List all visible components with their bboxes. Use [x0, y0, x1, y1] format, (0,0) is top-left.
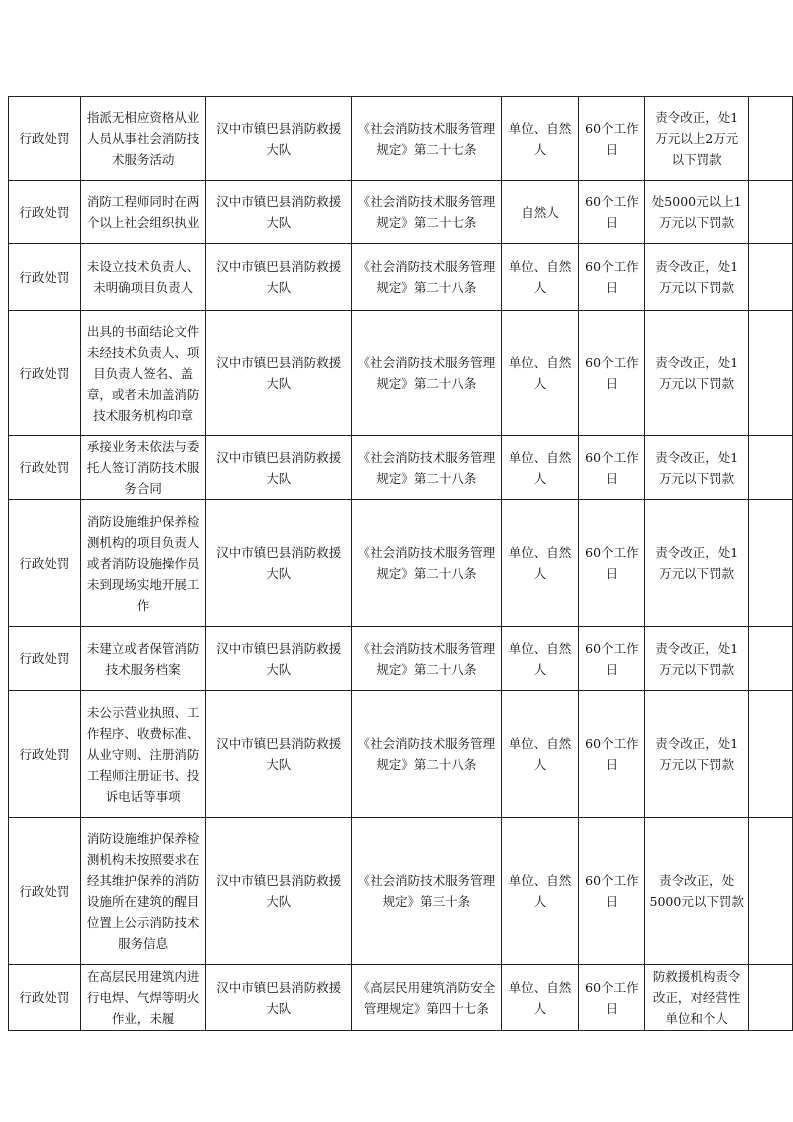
penalty-cell: 责令改正，处1万元以下罚款 — [645, 311, 749, 436]
table-row — [9, 818, 793, 965]
basis-cell: 《社会消防技术服务管理规定》第二十八条 — [352, 500, 502, 627]
remarks-cell — [749, 691, 793, 818]
type-cell: 行政处罚 — [9, 436, 81, 500]
type-cell: 行政处罚 — [9, 97, 81, 181]
penalty-cell: 责令改正，处1万元以下罚款 — [645, 691, 749, 818]
subject-cell: 单位、自然人 — [501, 500, 579, 627]
basis-cell: 《社会消防技术服务管理规定》第二十七条 — [352, 97, 502, 181]
item-cell: 消防工程师同时在两个以上社会组织执业 — [80, 181, 206, 244]
type-cell: 行政处罚 — [9, 244, 81, 311]
time-limit-cell: 60个工作日 — [579, 965, 645, 1031]
agency-cell: 汉中市镇巴县消防救援大队 — [206, 97, 352, 181]
penalty-cell: 防救援机构责令改正，对经营性单位和个人 — [645, 965, 749, 1031]
subject-cell: 单位、自然人 — [501, 244, 579, 311]
item-cell: 未公示营业执照、工作程序、收费标准、从业守则、注册消防工程师注册证书、投诉电话等事项 — [80, 691, 206, 818]
subject-cell: 单位、自然人 — [501, 97, 579, 181]
remarks-cell — [749, 436, 793, 500]
table-row — [9, 627, 793, 691]
time-limit-cell: 60个工作日 — [579, 818, 645, 965]
subject-cell: 单位、自然人 — [501, 311, 579, 436]
basis-cell: 《高层民用建筑消防安全管理规定》第四十七条 — [352, 965, 502, 1031]
penalty-cell: 责令改正，处1万元以下罚款 — [645, 244, 749, 311]
agency-cell: 汉中市镇巴县消防救援大队 — [206, 436, 352, 500]
type-cell: 行政处罚 — [9, 181, 81, 244]
penalty-cell: 责令改正，处1万元以下罚款 — [645, 627, 749, 691]
type-cell: 行政处罚 — [9, 627, 81, 691]
basis-cell: 《社会消防技术服务管理规定》第二十七条 — [352, 181, 502, 244]
table-row — [9, 965, 793, 1031]
subject-cell: 单位、自然人 — [501, 691, 579, 818]
agency-cell: 汉中市镇巴县消防救援大队 — [206, 627, 352, 691]
time-limit-cell: 60个工作日 — [579, 181, 645, 244]
agency-cell: 汉中市镇巴县消防救援大队 — [206, 691, 352, 818]
table-row — [9, 97, 793, 181]
table-body — [9, 97, 793, 1031]
subject-cell: 单位、自然人 — [501, 965, 579, 1031]
time-limit-cell: 60个工作日 — [579, 691, 645, 818]
remarks-cell — [749, 818, 793, 965]
subject-cell: 单位、自然人 — [501, 627, 579, 691]
type-cell: 行政处罚 — [9, 691, 81, 818]
table-row — [9, 181, 793, 244]
type-cell: 行政处罚 — [9, 965, 81, 1031]
penalty-cell: 责令改正，处5000元以下罚款 — [645, 818, 749, 965]
table-row — [9, 436, 793, 500]
type-cell: 行政处罚 — [9, 818, 81, 965]
regulation-table — [8, 96, 793, 1031]
agency-cell: 汉中市镇巴县消防救援大队 — [206, 311, 352, 436]
basis-cell: 《社会消防技术服务管理规定》第二十八条 — [352, 691, 502, 818]
remarks-cell — [749, 97, 793, 181]
penalty-cell: 责令改正，处1万元以下罚款 — [645, 500, 749, 627]
type-cell: 行政处罚 — [9, 500, 81, 627]
item-cell: 在高层民用建筑内进行电焊、气焊等明火作业，未履 — [80, 965, 206, 1031]
item-cell: 指派无相应资格从业人员从事社会消防技术服务活动 — [80, 97, 206, 181]
remarks-cell — [749, 181, 793, 244]
basis-cell: 《社会消防技术服务管理规定》第二十八条 — [352, 244, 502, 311]
subject-cell: 单位、自然人 — [501, 436, 579, 500]
basis-cell: 《社会消防技术服务管理规定》第二十八条 — [352, 627, 502, 691]
table-row — [9, 244, 793, 311]
agency-cell: 汉中市镇巴县消防救援大队 — [206, 965, 352, 1031]
penalty-cell: 责令改正，处1万元以上2万元以下罚款 — [645, 97, 749, 181]
type-cell: 行政处罚 — [9, 311, 81, 436]
item-cell: 消防设施维护保养检测机构未按照要求在经其维护保养的消防设施所在建筑的醒目位置上公示消防技术服务信息 — [80, 818, 206, 965]
time-limit-cell: 60个工作日 — [579, 436, 645, 500]
table-row — [9, 691, 793, 818]
basis-cell: 《社会消防技术服务管理规定》第三十条 — [352, 818, 502, 965]
agency-cell: 汉中市镇巴县消防救援大队 — [206, 500, 352, 627]
table-row — [9, 500, 793, 627]
time-limit-cell: 60个工作日 — [579, 627, 645, 691]
agency-cell: 汉中市镇巴县消防救援大队 — [206, 181, 352, 244]
time-limit-cell: 60个工作日 — [579, 244, 645, 311]
table-row — [9, 311, 793, 436]
remarks-cell — [749, 244, 793, 311]
penalty-cell: 处5000元以上1万元以下罚款 — [645, 181, 749, 244]
remarks-cell — [749, 627, 793, 691]
remarks-cell — [749, 311, 793, 436]
agency-cell: 汉中市镇巴县消防救援大队 — [206, 244, 352, 311]
remarks-cell — [749, 500, 793, 627]
item-cell: 承接业务未依法与委托人签订消防技术服务合同 — [80, 436, 206, 500]
item-cell: 未建立或者保管消防技术服务档案 — [80, 627, 206, 691]
remarks-cell — [749, 965, 793, 1031]
agency-cell: 汉中市镇巴县消防救援大队 — [206, 818, 352, 965]
subject-cell: 自然人 — [501, 181, 579, 244]
basis-cell: 《社会消防技术服务管理规定》第二十八条 — [352, 436, 502, 500]
item-cell: 出具的书面结论文件未经技术负责人、项目负责人签名、盖章，或者未加盖消防技术服务机构印章 — [80, 311, 206, 436]
time-limit-cell: 60个工作日 — [579, 311, 645, 436]
penalty-cell: 责令改正，处1万元以下罚款 — [645, 436, 749, 500]
basis-cell: 《社会消防技术服务管理规定》第二十八条 — [352, 311, 502, 436]
time-limit-cell: 60个工作日 — [579, 500, 645, 627]
item-cell: 未设立技术负责人、未明确项目负责人 — [80, 244, 206, 311]
subject-cell: 单位、自然人 — [501, 818, 579, 965]
item-cell: 消防设施维护保养检测机构的项目负责人或者消防设施操作员未到现场实地开展工作 — [80, 500, 206, 627]
time-limit-cell: 60个工作日 — [579, 97, 645, 181]
